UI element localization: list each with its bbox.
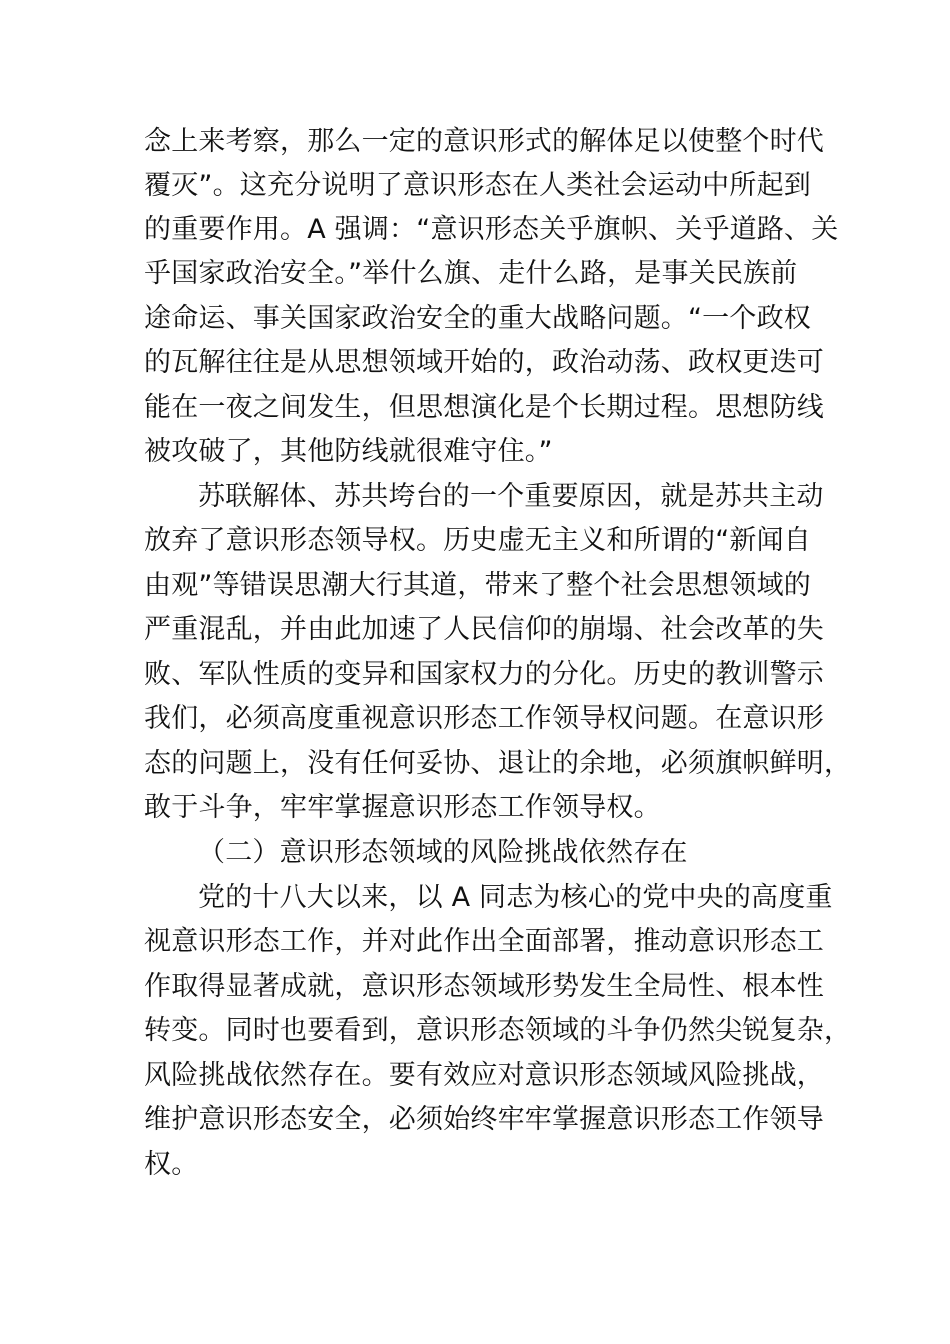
- paragraph-line: 的瓦解往往是从思想领域开始的，政治动荡、政权更迭可: [144, 347, 824, 378]
- paragraph-line: 由观”等错误思潮大行其道，带来了整个社会思想领域的: [144, 570, 811, 601]
- paragraph-line: 敢于斗争，牢牢掌握意识形态工作领导权。: [144, 792, 661, 823]
- section-heading: （二）意识形态领域的风险挑战依然存在: [198, 837, 688, 868]
- paragraph-line: 态的问题上，没有任何妥协、退让的余地，必须旗帜鲜明，: [144, 748, 852, 779]
- paragraph-line: 念上来考察，那么一定的意识形式的解体足以使整个时代: [144, 126, 824, 157]
- paragraph-line: 权。: [144, 1149, 199, 1180]
- paragraph-line: 转变。同时也要看到，意识形态领域的斗争仍然尖锐复杂，: [144, 1015, 852, 1046]
- paragraph-line: 视意识形态工作，并对此作出全面部署，推动意识形态工: [144, 926, 824, 957]
- paragraph-line: 途命运、事关国家政治安全的重大战略问题。“一个政权: [144, 303, 811, 334]
- paragraph-line: 放弃了意识形态领导权。历史虚无主义和所谓的“新闻自: [144, 525, 811, 556]
- paragraph-line: 的重要作用。A 强调：“意识形态关乎旗帜、关乎道路、关: [144, 214, 839, 245]
- paragraph-line: 能在一夜之间发生，但思想演化是个长期过程。思想防线: [144, 392, 824, 423]
- paragraph-line: 败、军队性质的变异和国家权力的分化。历史的教训警示: [144, 659, 824, 690]
- paragraph-line: 我们，必须高度重视意识形态工作领导权问题。在意识形: [144, 703, 824, 734]
- paragraph-line: 维护意识形态安全，必须始终牢牢掌握意识形态工作领导: [144, 1104, 824, 1135]
- paragraph-line: 被攻破了，其他防线就很难守住。”: [144, 436, 553, 467]
- paragraph-line: 覆灭”。这充分说明了意识形态在人类社会运动中所起到: [144, 170, 811, 201]
- paragraph-line: 风险挑战依然存在。要有效应对意识形态领域风险挑战，: [144, 1060, 824, 1091]
- paragraph-line: 严重混乱，并由此加速了人民信仰的崩塌、社会改革的失: [144, 614, 824, 645]
- paragraph-line: 党的十八大以来，以 A 同志为核心的党中央的高度重: [198, 882, 833, 913]
- paragraph-line: 苏联解体、苏共垮台的一个重要原因，就是苏共主动: [198, 481, 824, 512]
- paragraph-line: 乎国家政治安全。”举什么旗、走什么路，是事关民族前: [144, 258, 798, 289]
- paragraph-line: 作取得显著成就，意识形态领域形势发生全局性、根本性: [144, 971, 824, 1002]
